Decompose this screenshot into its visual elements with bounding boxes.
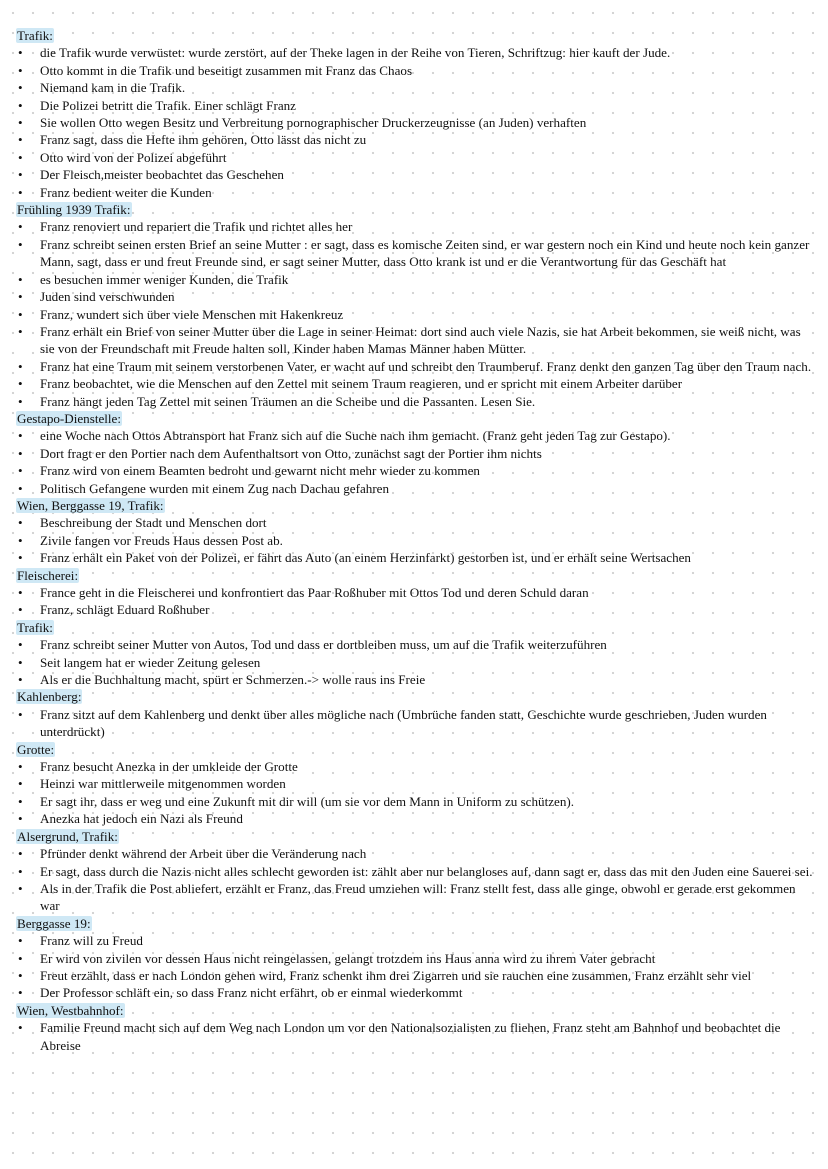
list-item: • Franz sagt, dass die Hefte ihm gehören, Otto lässt das nicht zu (16, 131, 816, 148)
list-item: • Zivile fangen vor Freuds Haus dessen Post ab. (16, 532, 816, 549)
list-item: • Franz erhält ein Paket von der Polizei, er fährt das Auto (an einem Herzinfarkt) gestorben ist, und er erhält seine Wertsachen (16, 549, 816, 566)
section-heading-text: Trafik: (17, 28, 53, 43)
section-heading (16, 619, 816, 636)
section-heading (16, 497, 816, 514)
list-item: • Franz wird von einem Beamten bedroht und gewarnt nicht mehr wieder zu kommen (16, 462, 816, 479)
note-section (16, 1002, 816, 1054)
section-heading (16, 27, 816, 44)
list-item: • Familie Freund macht sich auf dem Weg nach London um vor den Nationalsozialisten zu fliehen, Franz steht am Bahnhof und beobachtet die Abreise (16, 1019, 816, 1054)
list-item: • Politisch Gefangene wurden mit einem Zug nach Dachau gefahren (16, 480, 816, 497)
bullet-list (16, 845, 816, 915)
bullet-list (16, 584, 816, 619)
list-item: • Sie wollen Otto wegen Besitz und Verbreitung pornographischer Druckerzeugnisse (an Juden) verhaften (16, 114, 816, 131)
section-heading-text: Fleischerei: (17, 567, 79, 583)
list-item: • Der Fleisch,meister beobachtet das Geschehen (16, 166, 816, 183)
note-section (16, 619, 816, 689)
list-item: • Franz schreibt seiner Mutter von Autos, Tod und dass er dortbleiben muss, um auf die Trafik weiterzuführen (16, 636, 816, 653)
list-item: • Franz, wundert sich über viele Menschen mit Hakenkreuz (16, 306, 816, 323)
list-item: • Franz schreibt seinen ersten Brief an seine Mutter : er sagt, dass es komische Zeiten sind, er war gestern noch ein Kind und heute noch kein ganzer Mann, sagt, dass er und freut Freunde sind, er sagt seiner Mutter, dass Otto krank ist und er die Verantwortung für das Geschäft hat (16, 236, 816, 271)
list-item: • Dort fragt er den Portier nach dem Aufenthaltsort von Otto, zunächst sagt der Portier ihm nichts (16, 445, 816, 462)
list-item: • Juden sind verschwunden (16, 288, 816, 305)
notes-document (16, 27, 816, 1054)
list-item: • Franz hängt jeden Tag Zettel mit seinen Träumen an die Scheibe und die Passanten. Lesen Sie. (16, 393, 816, 410)
list-item: • Anezka hat jedoch ein Nazi als Freund (16, 810, 816, 827)
section-heading-text: Trafik: (17, 619, 53, 635)
note-section (16, 688, 816, 740)
bullet-list (16, 514, 816, 566)
note-section (16, 741, 816, 828)
section-heading-text: Kahlenberg: (17, 689, 82, 705)
section-heading (16, 201, 816, 218)
note-section (16, 27, 816, 201)
section-heading-text: Berggasse 19: (17, 915, 91, 931)
bullet-list (16, 218, 816, 409)
list-item: • Die Polizei betritt die Trafik. Einer schlägt Franz (16, 97, 816, 114)
list-item: • die Trafik wurde verwüstet: wurde zerstört, auf der Theke lagen in der Reihe von Tieren, Schriftzug: hier kauft der Jude. (16, 44, 816, 61)
section-heading (16, 915, 816, 932)
list-item: • es besuchen immer weniger Kunden, die Trafik (16, 271, 816, 288)
list-item: • Niemand kam in die Trafik. (16, 79, 816, 96)
list-item: • Franz renoviert und repariert die Trafik und richtet alles her (16, 218, 816, 235)
list-item: • Der Professor schläft ein, so dass Franz nicht erfährt, ob er einmal wiederkommt (16, 984, 816, 1001)
list-item: • Er sagt ihr, dass er weg und eine Zukunft mit dir will (um sie vor dem Mann in Uniform zu schützen). (16, 793, 816, 810)
list-item: • Als er die Buchhaltung macht, spürt er Schmerzen.-> wolle raus ins Freie (16, 671, 816, 688)
list-item: • Pfründer denkt während der Arbeit über die Veränderung nach (16, 845, 816, 862)
bullet-list (16, 758, 816, 828)
list-item: • Freut erzählt, dass er nach London gehen wird, Franz schenkt ihm drei Zigarren und sie rauchen eine zusammen, Franz erzählt sehr viel (16, 967, 816, 984)
section-heading (16, 688, 816, 705)
bullet-list (16, 636, 816, 688)
bullet-list (16, 1019, 816, 1054)
section-heading-text: Gestapo-Dienstelle: (17, 410, 121, 426)
note-section (16, 915, 816, 1002)
list-item: • Beschreibung der Stadt und Menschen dort (16, 514, 816, 531)
list-item: • Otto kommt in die Trafik und beseitigt zusammen mit Franz das Chaos (16, 62, 816, 79)
note-section (16, 567, 816, 619)
list-item: • Als in der Trafik die Post abliefert, erzählt er Franz, das Freud umziehen will: Franz stellt fest, dass alle ginge, obwohl er gerade erst gekommen war (16, 880, 816, 915)
list-item: • Er wird von zivilen vor dessen Haus nicht reingelassen, gelangt trotzdem ins Haus anna wird zu ihrem Vater gebracht (16, 950, 816, 967)
list-item: • Franz, schlägt Eduard Roßhuber (16, 601, 816, 618)
section-heading (16, 828, 816, 845)
section-heading-text: Wien, Westbahnhof: (17, 1002, 124, 1018)
note-section (16, 410, 816, 497)
section-heading (16, 741, 816, 758)
list-item: • Franz will zu Freud (16, 932, 816, 949)
list-item: • Er sagt, dass durch die Nazis nicht alles schlecht geworden ist: zählt aber nur belangloses auf, dann sagt er, dass das mit den Juden eine Sauerei sei. (16, 863, 816, 880)
section-heading (16, 410, 816, 427)
list-item: • France geht in die Fleischerei und konfrontiert das Paar Roßhuber mit Ottos Tod und deren Schuld daran (16, 584, 816, 601)
section-heading-text: Grotte: (17, 741, 55, 757)
list-item: • Seit langem hat er wieder Zeitung gelesen (16, 654, 816, 671)
bullet-list (16, 44, 816, 201)
list-item: • Franz besucht Anezka in der umkleide der Grotte (16, 758, 816, 775)
bullet-list (16, 932, 816, 1002)
section-heading-text: Wien, Berggasse 19, Trafik: (17, 497, 164, 513)
list-item: • Franz erhält ein Brief von seiner Mutter über die Lage in seiner Heimat: dort sind auch viele Nazis, sie hat Arbeit bekommen, sie weiß nicht, was sie von der Freundschaft mit Freude halten soll, Kinder haben Mamas Männer haben Mütter. (16, 323, 816, 358)
list-item: • Heinzi war mittlerweile mitgenommen worden (16, 775, 816, 792)
list-item: • eine Woche nach Ottos Abtransport hat Franz sich auf die Suche nach ihm gemacht. (Franz geht jeden Tag zur Gestapo). (16, 427, 816, 444)
section-heading (16, 1002, 816, 1019)
bullet-list (16, 427, 816, 497)
section-heading (16, 567, 816, 584)
bullet-list (16, 706, 816, 741)
note-section (16, 497, 816, 567)
section-heading-text: Frühling 1939 Trafik: (17, 202, 131, 218)
list-item: • Franz hat eine Traum mit seinem verstorbenen Vater, er wacht auf und schreibt den Traumberuf. Franz denkt den ganzen Tag über den Traum nach. (16, 358, 816, 375)
list-item: • Franz beobachtet, wie die Menschen auf den Zettel mit seinem Traum reagieren, und er spricht mit einem Arbeiter darüber (16, 375, 816, 392)
section-heading-text: Alsergrund, Trafik: (17, 828, 118, 844)
list-item: • Franz bedient weiter die Kunden (16, 184, 816, 201)
list-item: • Otto wird von der Polizei abgeführt (16, 149, 816, 166)
list-item: • Franz sitzt auf dem Kahlenberg und denkt über alles mögliche nach (Umbrüche fanden statt, Geschichte wurde geschrieben, Juden wurden unterdrückt) (16, 706, 816, 741)
note-section (16, 828, 816, 915)
note-section (16, 201, 816, 410)
